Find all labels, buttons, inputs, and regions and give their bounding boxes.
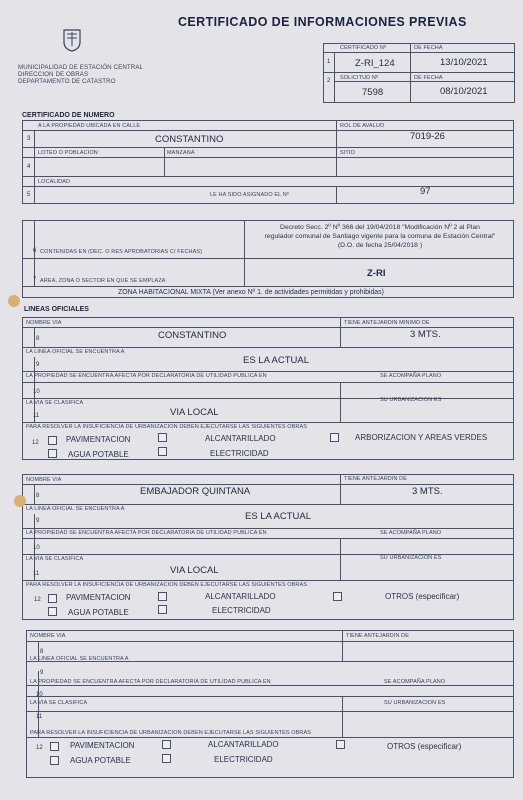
municipality-block [18,64,143,85]
decree-line: Decreto Secc. 2º Nº 366 del 19/04/2018 "Modificación Nº 2 al Plan [280,224,480,231]
otros-label: OTROS (especificar) [385,592,460,601]
row-number: 8 [36,493,40,499]
zona-value: Z-RI [367,268,386,279]
pavimentacion-checkbox[interactable] [48,594,57,603]
via-name-value: CONSTANTINO [158,330,227,341]
row-number: 7 [33,277,37,283]
arborizacion-label: ARBORIZACION Y AREAS VERDES [355,433,488,442]
obras-label: PARA RESOLVER LA INSUFICIENCIA DE URBANIZACION DEBEN EJECUTARSE LAS SIGUIENTES OBRAS [30,730,312,736]
row-number: 2 [327,78,331,84]
agua-potable-label: AGUA POTABLE [68,450,129,459]
agua-potable-checkbox[interactable] [48,607,57,616]
electricidad-checkbox[interactable] [158,605,167,614]
zona-description: ZONA HABITACIONAL MIXTA (Ver anexo Nº 1. de actividades permitidas y prohibidas) [118,289,384,296]
row-number: 10 [36,692,43,698]
row-number: 12 [36,745,43,751]
municipal-logo [62,28,82,52]
calle-value: CONSTANTINO [155,134,224,145]
clasifica-label: LA VIA SE CLASIFICA [26,400,84,406]
electricidad-checkbox[interactable] [158,447,167,456]
afecta-label: LA PROPIEDAD SE ENCUENTRA AFECTA POR DECLARATORIA DE UTILIDAD PUBLICA EN [26,373,267,379]
row-number: 4 [27,164,31,170]
nombre-via-label: NOMBRE VIA [30,633,66,639]
manzana-label: MANZANA [167,150,195,156]
nombre-via-label: NOMBRE VIA [26,320,62,326]
row-number: 1 [327,59,331,65]
pavimentacion-label: PAVIMENTACION [70,741,135,750]
section-title-lineas: LINEAS OFICIALES [24,306,89,313]
plano-label: SE ACOMPAÑA PLANO [384,679,446,685]
obras-label: PARA RESOLVER LA INSUFICIENCIA DE URBANIZACION DEBEN EJECUTARSE LAS SIGUIENTES OBRAS [26,582,308,588]
linea-value: ES LA ACTUAL [245,511,312,522]
agua-potable-checkbox[interactable] [48,449,57,458]
clasifica-label: LA VIA SE CLASIFICA [26,556,84,562]
punch-hole [14,495,26,507]
antejardin-label: TIENE ANTEJARDIN MINIMO DE [344,320,430,326]
row-number: 11 [33,413,40,419]
obras-label: PARA RESOLVER LA INSUFICIENCIA DE URBANIZACION DEBEN EJECUTARSE LAS SIGUIENTES OBRAS [26,424,308,430]
department-name: DIRECCION DE OBRAS [18,71,89,78]
row-number: 10 [33,545,40,551]
row-number: 5 [27,192,31,198]
request-number-label: SOLICITUD Nº [340,75,379,81]
request-date-label: DE FECHA [414,75,443,81]
decree-line: (D.O. de fecha 25/04/2018 ) [337,242,423,249]
urbanizacion-label: SU URBANIZACION ES [380,555,442,561]
contenidas-label: CONTENIDAS EN (DEC. O RES APROBATORIAS C/ FECHAS) [40,249,203,255]
arborizacion-checkbox[interactable] [330,433,339,442]
cert-number-label: CERTIFICADO Nº [340,45,387,51]
clasifica-value: VIA LOCAL [170,407,219,418]
otros-label: OTROS (especificar) [387,742,462,751]
document-title: CERTIFICADO DE INFORMACIONES PREVIAS [178,15,467,29]
alcantarillado-label: ALCANTARILLADO [205,434,276,443]
antejardin-label: TIENE ANTEJARDIN DE [346,633,410,639]
alcantarillado-checkbox[interactable] [158,433,167,442]
row-number: 9 [36,362,40,368]
otros-checkbox[interactable] [333,592,342,601]
alcantarillado-checkbox[interactable] [158,592,167,601]
row-number: 6 [33,248,37,254]
linea-label: LA LINEA OFICIAL SE ENCUENTRA A [26,349,125,355]
row-number: 12 [34,597,41,603]
municipality-name: MUNICIPALIDAD DE ESTACIÓN CENTRAL [18,64,144,71]
afecta-label: LA PROPIEDAD SE ENCUENTRA AFECTA POR DECLARATORIA DE UTILIDAD PUBLICA EN [30,679,271,685]
sitio-label: SITIO [340,150,355,156]
section-name: DEPARTAMENTO DE CATASTRO [18,78,116,85]
punch-hole [8,295,20,307]
agua-potable-checkbox[interactable] [50,756,59,765]
row-number: 10 [33,389,40,395]
nombre-via-label: NOMBRE VIA [26,477,62,483]
pavimentacion-label: PAVIMENTACION [66,435,131,444]
row-number: 11 [36,714,43,720]
decree-text [250,223,510,250]
alcantarillado-label: ALCANTARILLADO [208,740,279,749]
urbanizacion-label: SU URBANIZACION ES [380,397,442,403]
asignado-label: LE HA SIDO ASIGNADO EL Nº [210,192,289,198]
linea-label: LA LINEA OFICIAL SE ENCUENTRA A [30,656,129,662]
pavimentacion-checkbox[interactable] [48,436,57,445]
assigned-number-value: 97 [420,186,431,197]
row-number: 9 [36,518,40,524]
plano-label: SE ACOMPAÑA PLANO [380,530,442,536]
agua-potable-label: AGUA POTABLE [70,756,131,765]
row-number: 11 [33,571,40,577]
request-date-value: 08/10/2021 [440,86,488,97]
antejardin-value: 3 MTS. [412,486,443,497]
row-number: 8 [36,336,40,342]
via-name-value: EMBAJADOR QUINTANA [140,486,251,497]
row-number: 12 [32,440,39,446]
rol-value: 7019-26 [410,131,445,142]
electricidad-label: ELECTRICIDAD [212,606,271,615]
cert-number-value: Z-RI_124 [355,58,395,69]
alcantarillado-checkbox[interactable] [162,740,171,749]
agua-potable-label: AGUA POTABLE [68,608,129,617]
linea-value: ES LA ACTUAL [243,355,310,366]
electricidad-label: ELECTRICIDAD [214,755,273,764]
cert-date-value: 13/10/2021 [440,57,488,68]
clasifica-value: VIA LOCAL [170,565,219,576]
decree-line: regulador comunal de Santiago vigente para la comuna de Estación Central" [264,233,496,240]
cert-date-label: DE FECHA [414,45,443,51]
electricidad-label: ELECTRICIDAD [210,449,269,458]
request-number-value: 7598 [362,87,384,98]
plano-label: SE ACOMPAÑA PLANO [380,373,442,379]
rol-label: ROL DE AVALUO [340,123,385,129]
pavimentacion-checkbox[interactable] [50,742,59,751]
calle-label: A LA PROPIEDAD UBICADA EN CALLE [38,123,141,129]
afecta-label: LA PROPIEDAD SE ENCUENTRA AFECTA POR DECLARATORIA DE UTILIDAD PUBLICA EN [26,530,267,536]
otros-checkbox[interactable] [336,740,345,749]
antejardin-label: TIENE ANTEJARDIN DE [344,476,408,482]
urbanizacion-label: SU URBANIZACION ES [384,700,446,706]
loteo-label: LOTEO O POBLACION [38,150,98,156]
antejardin-value: 3 MTS. [410,329,441,340]
zona-label: AREA, ZONA O SECTOR EN QUE SE EMPLAZA [40,278,166,284]
pavimentacion-label: PAVIMENTACION [66,593,131,602]
row-number: 9 [40,670,44,676]
alcantarillado-label: ALCANTARILLADO [205,592,276,601]
electricidad-checkbox[interactable] [162,754,171,763]
clasifica-label: LA VIA SE CLASIFICA [30,700,88,706]
localidad-label: LOCALIDAD [38,179,71,185]
row-number: 3 [27,136,31,142]
linea-label: LA LINEA OFICIAL SE ENCUENTRA A [26,506,125,512]
section-title-numero: CERTIFICADO DE NUMERO [22,112,115,119]
row-number: 8 [40,649,44,655]
